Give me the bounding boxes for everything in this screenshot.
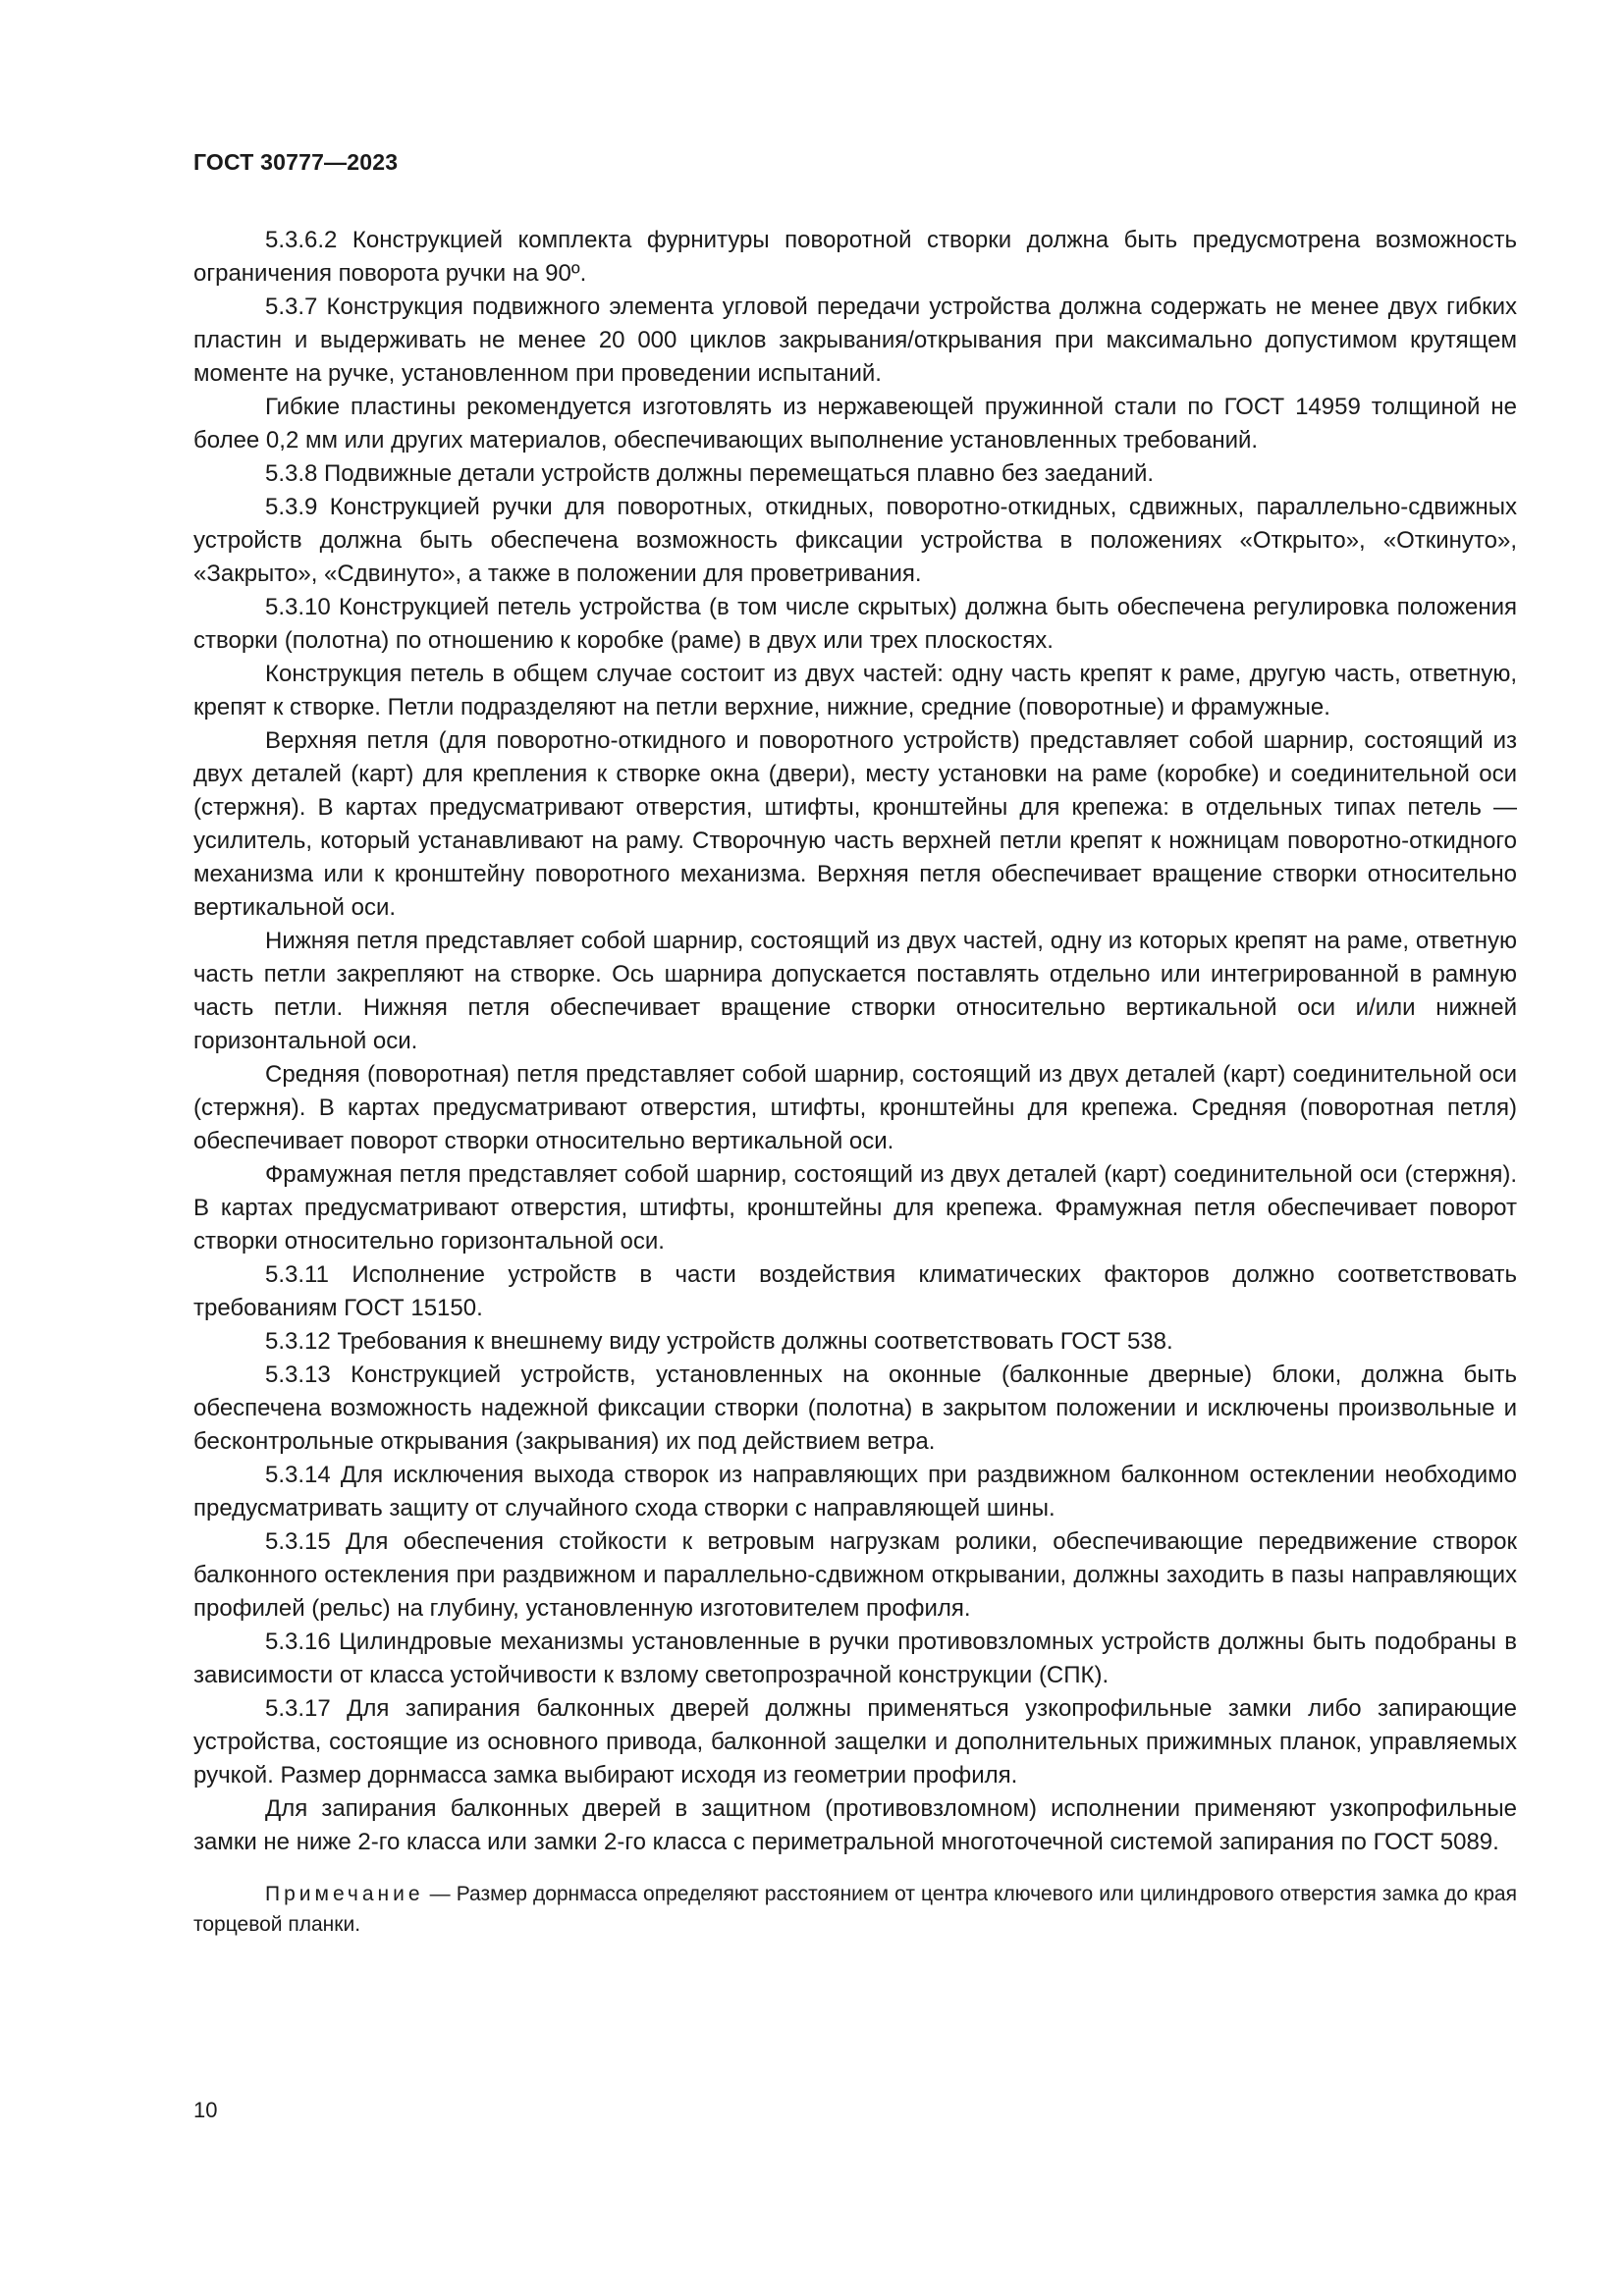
paragraph-lower-hinge: Нижняя петля представляет собой шарнир, состоящий из двух частей, одну из которых крепят на раме, ответную часть петли закрепляют на створке. Ось шарнира допускается поставлять отдельно или интегрированной в рамную часть петли. Нижняя петля обеспечивает вращение створки относительно вертикальной оси и/или нижней горизонтальной оси. [193,928,1517,1054]
note-block [193,1879,1517,1940]
paragraph-balcony-doors-protective: Для запирания балконных дверей в защитном (противовзломном) исполнении применяют узкопрофильные замки не ниже 2-го класса или замки 2-го класса с периметральной многоточечной системой запирания по ГОСТ 5089. [193,1795,1517,1855]
paragraph-5-3-8: 5.3.8 Подвижные детали устройств должны перемещаться плавно без заеданий. [265,460,1155,487]
paragraph-5-3-13: 5.3.13 Конструкцией устройств, установленных на оконные (балконные дверные) блоки, должна быть обеспечена возможность надежной фиксации створки (полотна) в закрытом положении и исключены произвольные и бесконтрольные открывания (закрывания) их под действием ветра. [193,1362,1517,1455]
page-number: 10 [193,2098,218,2122]
paragraph-flexible-plates: Гибкие пластины рекомендуется изготовлять из нержавеющей пружинной стали по ГОСТ 14959 толщиной не более 0,2 мм или других материалов, обеспечивающих выполнение установленных требований. [193,394,1517,454]
paragraph-hinge-construction: Конструкция петель в общем случае состоит из двух частей: одну часть крепят к раме, другую часть, ответную, крепят к створке. Петли подразделяют на петли верхние, нижние, средние (поворотные) и фрамужные. [193,661,1517,721]
paragraph-5-3-15: 5.3.15 Для обеспечения стойкости к ветровым нагрузкам ролики, обеспечивающие передвижение створок балконного остекления при раздвижном и параллельно-сдвижном открывании, должны заходить в пазы направляющих профилей (рельс) на глубину, установленную изготовителем профиля. [193,1528,1517,1622]
paragraph-5-3-7: 5.3.7 Конструкция подвижного элемента угловой передачи устройства должна содержать не менее двух гибких пластин и выдерживать не менее 20 000 циклов закрывания/открывания при максимально допустимом крутящем моменте на ручке, установленном при проведении испытаний. [193,294,1517,387]
paragraph-transom-hinge: Фрамужная петля представляет собой шарнир, состоящий из двух деталей (карт) соединительной оси (стержня). В картах предусматривают отверстия, штифты, кронштейны для крепежа. Фрамужная петля обеспечивает поворот створки относительно горизонтальной оси. [193,1161,1517,1255]
paragraph-5-3-10: 5.3.10 Конструкцией петель устройства (в том числе скрытых) должна быть обеспечена регулировка положения створки (полотна) по отношению к коробке (раме) в двух или трех плоскостях. [193,594,1517,654]
paragraph-5-3-12: 5.3.12 Требования к внешнему виду устройств должны соответствовать ГОСТ 538. [265,1328,1173,1355]
note-text: — Размер дорнмасса определяют расстоянием от центра ключевого или цилиндрового отверстия замка до края торцевой планки. [193,1883,1517,1936]
document-body [193,224,1517,1940]
paragraph-upper-hinge: Верхняя петля (для поворотно-откидного и поворотного устройств) представляет собой шарнир, состоящий из двух деталей (карт) для крепления к створке окна (двери), месту установки на раме (коробке) и соединительной оси (стержня). В картах предусматривают отверстия, штифты, кронштейны для крепежа: в отдельных типах петель — усилитель, который устанавливают на раму. Створочную часть верхней петли крепят к ножницам поворотно-откидного механизма или к кронштейну поворотного механизма. Верхняя петля обеспечивает вращение створки относительно вертикальной оси. [193,727,1517,921]
document-header-code: ГОСТ 30777—2023 [193,149,399,175]
paragraph-5-3-9: 5.3.9 Конструкцией ручки для поворотных, откидных, поворотно-откидных, сдвижных, параллельно-сдвижных устройств должна быть обеспечена возможность фиксации устройства в положениях «Открыто», «Откинуто», «Закрыто», «Сдвинуто», а также в положении для проветривания. [193,494,1517,587]
note-label: Примечание [265,1883,424,1905]
paragraph-5-3-17: 5.3.17 Для запирания балконных дверей должны применяться узкопрофильные замки либо запирающие устройства, состоящие из основного привода, балконной защелки и дополнительных прижимных планок, управляемых ручкой. Размер дорнмасса замка выбирают исходя из геометрии профиля. [193,1695,1517,1789]
paragraph-middle-hinge: Средняя (поворотная) петля представляет собой шарнир, состоящий из двух деталей (карт) соединительной оси (стержня). В картах предусматривают отверстия, штифты, кронштейны для крепежа. Средняя (поворотная петля) обеспечивает поворот створки относительно вертикальной оси. [193,1061,1517,1154]
paragraph-5-3-6-2: 5.3.6.2 Конструкцией комплекта фурнитуры поворотной створки должна быть предусмотрена возможность ограничения поворота ручки на 90º. [193,227,1517,287]
paragraph-5-3-11: 5.3.11 Исполнение устройств в части воздействия климатических факторов должно соответствовать требованиям ГОСТ 15150. [193,1261,1517,1321]
paragraph-5-3-16: 5.3.16 Цилиндровые механизмы установленные в ручки противовзломных устройств должны быть подобраны в зависимости от класса устойчивости к взлому светопрозрачной конструкции (СПК). [193,1629,1517,1688]
paragraph-5-3-14: 5.3.14 Для исключения выхода створок из направляющих при раздвижном балконном остеклении необходимо предусматривать защиту от случайного схода створки с направляющей шины. [193,1462,1517,1522]
